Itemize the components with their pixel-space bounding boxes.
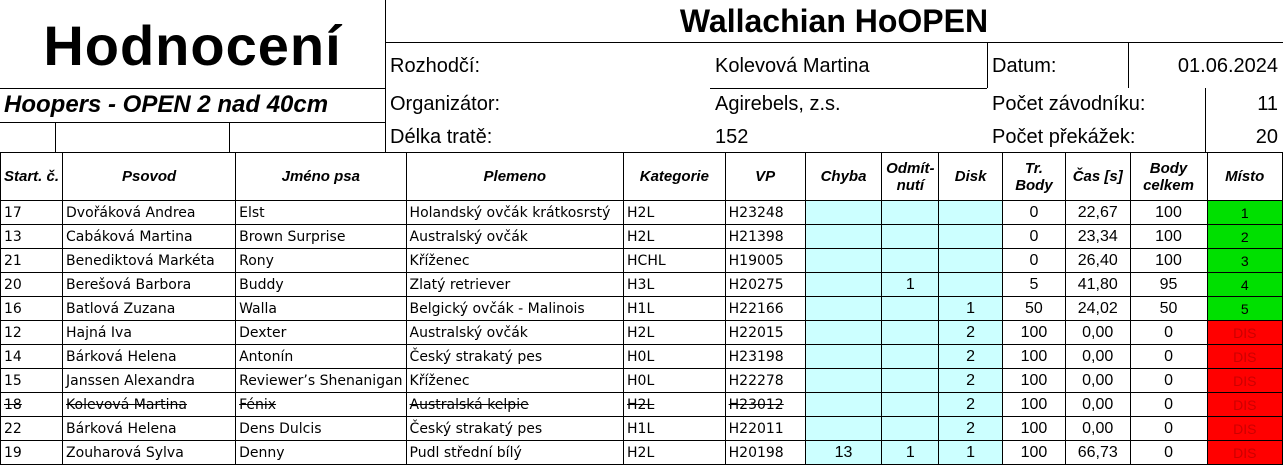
date-value: 01.06.2024 bbox=[1177, 55, 1278, 77]
breed-cell: Holandský ovčák krátkosrstý bbox=[406, 201, 623, 225]
refusal-cell bbox=[882, 369, 939, 393]
place-cell: DIS bbox=[1207, 369, 1283, 393]
header-divider bbox=[229, 122, 230, 152]
place-cell: 5 bbox=[1207, 297, 1283, 321]
breed-cell: Kříženec bbox=[406, 369, 623, 393]
breed-cell: Pudl střední bílý bbox=[406, 441, 623, 465]
col-error: Chyba bbox=[805, 153, 882, 201]
table-row bbox=[1, 201, 1283, 225]
penalty-cell: 100 bbox=[1002, 441, 1065, 465]
table-row bbox=[1, 369, 1283, 393]
disk-cell: 2 bbox=[939, 345, 1003, 369]
handler-cell: Hajná Iva bbox=[63, 321, 236, 345]
header-divider bbox=[0, 88, 385, 89]
refusal-cell bbox=[882, 321, 939, 345]
category-cell: H2L bbox=[624, 441, 726, 465]
handler-cell: Bárková Helena bbox=[63, 345, 236, 369]
col-disk: Disk bbox=[939, 153, 1003, 201]
place-cell: DIS bbox=[1207, 417, 1283, 441]
time-cell: 0,00 bbox=[1065, 393, 1130, 417]
penalty-cell: 5 bbox=[1002, 273, 1065, 297]
page-title: Hodnocení bbox=[43, 14, 342, 77]
handler-cell: Kolevová Martina bbox=[63, 393, 236, 417]
start-number-cell: 15 bbox=[1, 369, 63, 393]
penalty-cell: 50 bbox=[1002, 297, 1065, 321]
total-points-cell: 0 bbox=[1130, 441, 1207, 465]
judge-label: Rozhodčí: bbox=[390, 55, 481, 77]
refusal-cell: 1 bbox=[882, 441, 939, 465]
error-cell: 13 bbox=[805, 441, 882, 465]
time-cell: 0,00 bbox=[1065, 345, 1130, 369]
penalty-cell: 0 bbox=[1002, 225, 1065, 249]
judge-value: Kolevová Martina bbox=[715, 55, 870, 77]
start-number-cell: 21 bbox=[1, 249, 63, 273]
total-points-cell: 0 bbox=[1130, 345, 1207, 369]
dog-name-cell: Brown Surprise bbox=[236, 225, 406, 249]
col-total-points: Body celkem bbox=[1130, 153, 1207, 201]
time-cell: 0,00 bbox=[1065, 321, 1130, 345]
event-title: Wallachian HoOPEN bbox=[679, 3, 989, 39]
vp-cell: H22015 bbox=[725, 321, 805, 345]
date-label: Datum: bbox=[992, 55, 1057, 77]
error-cell bbox=[805, 201, 882, 225]
refusal-cell bbox=[882, 417, 939, 441]
total-points-cell: 95 bbox=[1130, 273, 1207, 297]
table-row bbox=[1, 345, 1283, 369]
disk-cell: 1 bbox=[939, 297, 1003, 321]
category-cell: H0L bbox=[624, 369, 726, 393]
error-cell bbox=[805, 345, 882, 369]
header-divider bbox=[1205, 88, 1206, 152]
header-divider bbox=[385, 0, 386, 152]
error-cell bbox=[805, 393, 882, 417]
col-time: Čas [s] bbox=[1065, 153, 1130, 201]
start-number-cell: 18 bbox=[1, 393, 63, 417]
penalty-cell: 0 bbox=[1002, 201, 1065, 225]
header-divider bbox=[55, 122, 56, 152]
place-cell: DIS bbox=[1207, 345, 1283, 369]
table-row bbox=[1, 225, 1283, 249]
breed-cell: Český strakatý pes bbox=[406, 345, 623, 369]
breed-cell: Belgický ovčák - Malinois bbox=[406, 297, 623, 321]
obstacles-value: 20 bbox=[1255, 126, 1278, 148]
col-vp: VP bbox=[725, 153, 805, 201]
start-number-cell: 14 bbox=[1, 345, 63, 369]
place-cell: 3 bbox=[1207, 249, 1283, 273]
refusal-cell bbox=[882, 345, 939, 369]
disk-cell: 2 bbox=[939, 417, 1003, 441]
total-points-cell: 100 bbox=[1130, 201, 1207, 225]
time-cell: 41,80 bbox=[1065, 273, 1130, 297]
track-length-label: Délka tratě: bbox=[390, 126, 493, 148]
category-cell: H1L bbox=[624, 297, 726, 321]
error-cell bbox=[805, 369, 882, 393]
vp-cell: H21398 bbox=[725, 225, 805, 249]
header-divider bbox=[385, 42, 1283, 43]
error-cell bbox=[805, 417, 882, 441]
penalty-cell: 100 bbox=[1002, 345, 1065, 369]
track-length-value: 152 bbox=[715, 126, 749, 148]
dog-name-cell: Rony bbox=[236, 249, 406, 273]
col-penalty: Tr. Body bbox=[1002, 153, 1065, 201]
start-number-cell: 16 bbox=[1, 297, 63, 321]
error-cell bbox=[805, 225, 882, 249]
obstacles-label: Počet překážek: bbox=[992, 126, 1136, 148]
error-cell bbox=[805, 273, 882, 297]
time-cell: 26,40 bbox=[1065, 249, 1130, 273]
header-divider bbox=[710, 88, 987, 89]
dog-name-cell: Antonín bbox=[236, 345, 406, 369]
place-cell: 2 bbox=[1207, 225, 1283, 249]
breed-cell: Australský ovčák bbox=[406, 225, 623, 249]
category-cell: H2L bbox=[624, 321, 726, 345]
disk-cell bbox=[939, 273, 1003, 297]
total-points-cell: 0 bbox=[1130, 369, 1207, 393]
breed-cell: Český strakatý pes bbox=[406, 417, 623, 441]
dog-name-cell: Dexter bbox=[236, 321, 406, 345]
handler-cell: Benediktová Markéta bbox=[63, 249, 236, 273]
category-cell: H2L bbox=[624, 225, 726, 249]
total-points-cell: 0 bbox=[1130, 417, 1207, 441]
start-number-cell: 20 bbox=[1, 273, 63, 297]
start-number-cell: 17 bbox=[1, 201, 63, 225]
refusal-cell bbox=[882, 201, 939, 225]
table-row bbox=[1, 249, 1283, 273]
place-cell: 1 bbox=[1207, 201, 1283, 225]
penalty-cell: 100 bbox=[1002, 417, 1065, 441]
handler-cell: Cabáková Martina bbox=[63, 225, 236, 249]
error-cell bbox=[805, 321, 882, 345]
handler-cell: Dvořáková Andrea bbox=[63, 201, 236, 225]
dog-name-cell: Reviewer’s Shenanigan bbox=[236, 369, 406, 393]
results-table bbox=[0, 152, 1283, 465]
breed-cell: Australský ovčák bbox=[406, 321, 623, 345]
col-category: Kategorie bbox=[624, 153, 726, 201]
category-cell: H1L bbox=[624, 417, 726, 441]
penalty-cell: 0 bbox=[1002, 249, 1065, 273]
disk-cell bbox=[939, 249, 1003, 273]
dog-name-cell: Elst bbox=[236, 201, 406, 225]
place-cell: DIS bbox=[1207, 321, 1283, 345]
time-cell: 0,00 bbox=[1065, 417, 1130, 441]
refusal-cell bbox=[882, 297, 939, 321]
col-breed: Plemeno bbox=[406, 153, 623, 201]
vp-cell: H20275 bbox=[725, 273, 805, 297]
dog-name-cell: Denny bbox=[236, 441, 406, 465]
refusal-cell bbox=[882, 249, 939, 273]
competitors-value: 11 bbox=[1257, 93, 1278, 115]
table-row bbox=[1, 297, 1283, 321]
table-row bbox=[1, 441, 1283, 465]
vp-cell: H22166 bbox=[725, 297, 805, 321]
competitors-label: Počet závodníku: bbox=[992, 93, 1146, 115]
place-cell: 4 bbox=[1207, 273, 1283, 297]
col-dog-name: Jméno psa bbox=[236, 153, 406, 201]
penalty-cell: 100 bbox=[1002, 321, 1065, 345]
col-place: Místo bbox=[1207, 153, 1283, 201]
table-row bbox=[1, 393, 1283, 417]
start-number-cell: 19 bbox=[1, 441, 63, 465]
vp-cell: H23198 bbox=[725, 345, 805, 369]
disk-cell: 1 bbox=[939, 441, 1003, 465]
error-cell bbox=[805, 297, 882, 321]
vp-cell: H19005 bbox=[725, 249, 805, 273]
refusal-cell bbox=[882, 225, 939, 249]
time-cell: 22,67 bbox=[1065, 201, 1130, 225]
table-row bbox=[1, 417, 1283, 441]
place-cell: DIS bbox=[1207, 441, 1283, 465]
dog-name-cell: Dens Dulcis bbox=[236, 417, 406, 441]
total-points-cell: 50 bbox=[1130, 297, 1207, 321]
col-start-number: Start. č. bbox=[1, 153, 63, 201]
time-cell: 0,00 bbox=[1065, 369, 1130, 393]
col-refusal: Odmít-nutí bbox=[882, 153, 939, 201]
disk-cell: 2 bbox=[939, 321, 1003, 345]
competition-subtitle: Hoopers - OPEN 2 nad 40cm bbox=[4, 91, 329, 118]
time-cell: 66,73 bbox=[1065, 441, 1130, 465]
time-cell: 24,02 bbox=[1065, 297, 1130, 321]
breed-cell: Zlatý retriever bbox=[406, 273, 623, 297]
category-cell: HCHL bbox=[624, 249, 726, 273]
start-number-cell: 12 bbox=[1, 321, 63, 345]
penalty-cell: 100 bbox=[1002, 369, 1065, 393]
refusal-cell: 1 bbox=[882, 273, 939, 297]
disk-cell: 2 bbox=[939, 369, 1003, 393]
place-cell: DIS bbox=[1207, 393, 1283, 417]
vp-cell: H22011 bbox=[725, 417, 805, 441]
handler-cell: Zouharová Sylva bbox=[63, 441, 236, 465]
start-number-cell: 22 bbox=[1, 417, 63, 441]
handler-cell: Bárková Helena bbox=[63, 417, 236, 441]
total-points-cell: 0 bbox=[1130, 321, 1207, 345]
disk-cell bbox=[939, 201, 1003, 225]
dog-name-cell: Buddy bbox=[236, 273, 406, 297]
vp-cell: H23248 bbox=[725, 201, 805, 225]
total-points-cell: 0 bbox=[1130, 393, 1207, 417]
header-divider bbox=[0, 122, 385, 123]
vp-cell: H23012 bbox=[725, 393, 805, 417]
table-header-row bbox=[1, 153, 1283, 201]
start-number-cell: 13 bbox=[1, 225, 63, 249]
refusal-cell bbox=[882, 393, 939, 417]
dog-name-cell: Fénix bbox=[236, 393, 406, 417]
dog-name-cell: Walla bbox=[236, 297, 406, 321]
penalty-cell: 100 bbox=[1002, 393, 1065, 417]
breed-cell: Australská kelpie bbox=[406, 393, 623, 417]
error-cell bbox=[805, 249, 882, 273]
col-handler: Psovod bbox=[63, 153, 236, 201]
category-cell: H0L bbox=[624, 345, 726, 369]
organizer-label: Organizátor: bbox=[390, 93, 501, 115]
header-divider bbox=[987, 42, 988, 88]
breed-cell: Kříženec bbox=[406, 249, 623, 273]
total-points-cell: 100 bbox=[1130, 249, 1207, 273]
disk-cell bbox=[939, 225, 1003, 249]
table-row bbox=[1, 321, 1283, 345]
organizer-value: Agirebels, z.s. bbox=[715, 93, 841, 115]
total-points-cell: 100 bbox=[1130, 225, 1207, 249]
vp-cell: H20198 bbox=[725, 441, 805, 465]
category-cell: H2L bbox=[624, 393, 726, 417]
disk-cell: 2 bbox=[939, 393, 1003, 417]
handler-cell: Janssen Alexandra bbox=[63, 369, 236, 393]
table-row bbox=[1, 273, 1283, 297]
category-cell: H2L bbox=[624, 201, 726, 225]
header-divider bbox=[1128, 42, 1129, 88]
category-cell: H3L bbox=[624, 273, 726, 297]
handler-cell: Berešová Barbora bbox=[63, 273, 236, 297]
vp-cell: H22278 bbox=[725, 369, 805, 393]
time-cell: 23,34 bbox=[1065, 225, 1130, 249]
handler-cell: Batlová Zuzana bbox=[63, 297, 236, 321]
